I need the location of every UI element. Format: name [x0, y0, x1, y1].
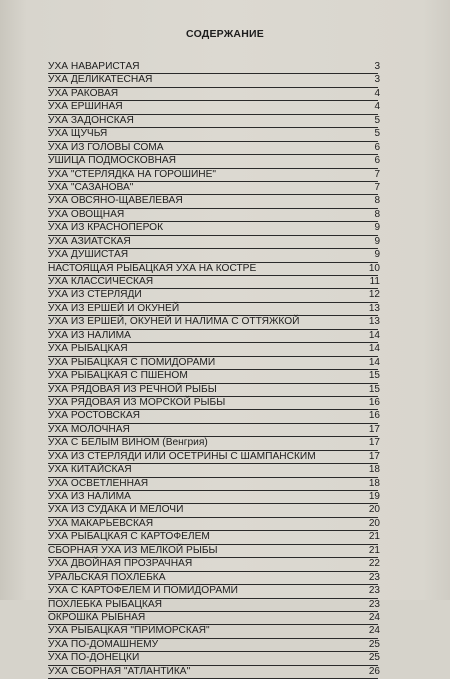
toc-entry-title: УХА ДВОЙНАЯ ПРОЗРАЧНАЯ: [48, 558, 193, 570]
toc-entry-page: 13: [368, 316, 380, 328]
toc-entry-page: 23: [368, 585, 380, 597]
toc-entry-page: 16: [368, 410, 380, 422]
toc-entry-page: 26: [368, 665, 380, 677]
toc-entry-page: 14: [368, 343, 380, 355]
toc-entry-page: 19: [368, 491, 380, 502]
toc-entry-page: 13: [368, 302, 380, 314]
toc-entry-title: УХА ИЗ СУДАКА И МЕЛОЧИ: [48, 504, 184, 516]
toc-entry-page: 7: [374, 181, 380, 193]
toc-entry-title: ОКРОШКА РЫБНАЯ: [48, 611, 146, 623]
toc-entry: [48, 451, 378, 464]
toc-entry-title: УХА РЫБАЦКАЯ С ПОМИДОРАМИ: [48, 356, 216, 368]
toc-entry: [48, 491, 378, 504]
toc-entry-page: 11: [369, 276, 380, 287]
toc-entry-title: УХА ОСВЕТЛЕННАЯ: [48, 477, 149, 489]
table-of-contents: [48, 61, 378, 679]
toc-entry-title: СБОРНАЯ УХА ИЗ МЕЛКОЙ РЫБЫ: [48, 544, 218, 556]
toc-entry-title: УХА ИЗ НАЛИМА: [48, 329, 131, 341]
toc-entry: [48, 249, 378, 262]
toc-entry-page: 17: [368, 450, 380, 462]
toc-entry: [48, 572, 378, 585]
toc-entry-title: УХА ИЗ НАЛИМА: [48, 491, 131, 502]
toc-entry-page: 16: [368, 396, 380, 408]
toc-entry-title: УХА РЫБАЦКАЯ С КАРТОФЕЛЕМ: [48, 531, 210, 543]
toc-entry-title: НАСТОЯЩАЯ РЫБАЦКАЯ УХА НА КОСТРЕ: [48, 262, 257, 274]
toc-entry: [48, 101, 378, 114]
toc-entry-page: 15: [368, 383, 380, 395]
toc-entry-title: УХА ИЗ СТЕРЛЯДИ ИЛИ ОСЕТРИНЫ С ШАМПАНСКИМ: [48, 450, 316, 462]
toc-entry: [48, 74, 378, 87]
toc-entry: [48, 115, 378, 128]
toc-entry-title: УХА ЕРШИНАЯ: [48, 101, 123, 113]
toc-entry: [48, 182, 378, 195]
toc-entry: [48, 424, 378, 437]
toc-entry: [48, 625, 378, 638]
toc-entry-page: 25: [368, 638, 380, 650]
toc-entry: [48, 142, 378, 155]
toc-entry-title: УХА ИЗ ЕРШЕЙ И ОКУНЕЙ: [48, 302, 180, 314]
toc-entry-page: 18: [368, 464, 380, 476]
toc-entry-title: УХА "САЗАНОВА": [48, 181, 134, 193]
toc-entry-title: УРАЛЬСКАЯ ПОХЛЕБКА: [48, 571, 166, 583]
toc-entry-title: УХА РЫБАЦКАЯ С ПШЕНОМ: [48, 370, 188, 382]
toc-entry: [48, 330, 378, 343]
toc-entry-page: 14: [368, 329, 380, 341]
toc-entry: [48, 410, 378, 423]
toc-entry-title: УХА РЫБАЦКАЯ: [48, 343, 128, 355]
toc-entry: [48, 236, 378, 249]
toc-entry-title: УХА ДУШИСТАЯ: [48, 249, 129, 261]
toc-entry: [48, 370, 378, 383]
toc-entry-title: УХА ЩУЧЬЯ: [48, 128, 108, 140]
toc-entry: [48, 437, 378, 450]
toc-entry: [48, 585, 378, 598]
toc-entry-title: УХА РАКОВАЯ: [48, 87, 119, 99]
toc-entry-page: 24: [368, 625, 380, 637]
toc-entry: [48, 545, 378, 558]
toc-entry: [48, 652, 378, 665]
toc-entry-title: УХА МАКАРЬЕВСКАЯ: [48, 517, 154, 529]
toc-entry-title: УХА С БЕЛЫМ ВИНОМ (Венгрия): [48, 437, 208, 449]
toc-entry-page: 17: [368, 437, 380, 449]
toc-entry-title: УХА КИТАЙСКАЯ: [48, 464, 132, 476]
toc-entry-page: 5: [374, 128, 380, 140]
toc-entry: [48, 599, 378, 612]
toc-entry-page: 4: [374, 87, 380, 99]
toc-entry: [48, 169, 378, 182]
toc-entry-page: 7: [374, 168, 380, 180]
toc-entry: [48, 558, 378, 571]
toc-entry-title: УХА С КАРТОФЕЛЕМ И ПОМИДОРАМИ: [48, 585, 238, 597]
toc-entry: [48, 464, 378, 477]
toc-entry-title: УХА ИЗ СТЕРЛЯДИ: [48, 289, 142, 301]
toc-entry-page: 10: [368, 262, 380, 274]
toc-entry: [48, 478, 378, 491]
toc-entry-page: 15: [368, 370, 380, 382]
toc-entry-page: 9: [374, 249, 380, 261]
toc-entry-page: 18: [368, 477, 380, 489]
toc-entry-title: УХА ОВОЩНАЯ: [48, 208, 125, 220]
toc-entry-title: УХА ИЗ ГОЛОВЫ СОМА: [48, 141, 164, 153]
toc-entry-page: 5: [374, 114, 380, 126]
toc-entry-title: УХА РОСТОВСКАЯ: [48, 410, 140, 422]
toc-entry-title: УХА ЗАДОНСКАЯ: [48, 114, 134, 126]
toc-entry-title: УХА СБОРНАЯ "АТЛАНТИКА": [48, 665, 191, 677]
toc-entry-title: УХА КЛАССИЧЕСКАЯ: [48, 276, 154, 287]
toc-entry-page: 6: [374, 141, 380, 153]
toc-entry: [48, 195, 378, 208]
toc-entry-page: 12: [368, 289, 380, 301]
toc-entry-page: 21: [368, 531, 380, 543]
toc-entry: [48, 209, 378, 222]
toc-entry-title: УХА РЯДОВАЯ ИЗ РЕЧНОЙ РЫБЫ: [48, 383, 217, 395]
toc-entry-title: УХА ДЕЛИКАТЕСНАЯ: [48, 74, 153, 86]
toc-entry: [48, 666, 378, 679]
toc-entry-title: УХА ИЗ ЕРШЕЙ, ОКУНЕЙ И НАЛИМА С ОТТЯЖКОЙ: [48, 316, 300, 328]
toc-entry-page: 9: [374, 222, 380, 234]
toc-entry: [48, 612, 378, 625]
toc-entry-page: 20: [368, 517, 380, 529]
toc-entry: [48, 531, 378, 544]
toc-entry: [48, 518, 378, 531]
toc-entry: [48, 384, 378, 397]
toc-entry-page: 14: [368, 356, 380, 368]
toc-entry-page: 4: [374, 101, 380, 113]
toc-entry-page: 23: [368, 571, 380, 583]
toc-entry-page: 9: [374, 235, 380, 247]
toc-entry-title: УХА ПО-ДОМАШНЕМУ: [48, 638, 159, 650]
toc-entry: [48, 639, 378, 652]
toc-entry: [48, 88, 378, 101]
toc-entry: [48, 128, 378, 141]
toc-entry: [48, 303, 378, 316]
toc-entry-page: 23: [368, 598, 380, 610]
toc-entry: [48, 397, 378, 410]
toc-entry: [48, 155, 378, 168]
toc-entry-title: УХА ОВСЯНО-ЩАВЕЛЕВАЯ: [48, 195, 183, 207]
toc-entry-title: УХА "СТЕРЛЯДКА НА ГОРОШИНЕ": [48, 168, 217, 180]
toc-entry: [48, 357, 378, 370]
toc-entry-page: 8: [374, 195, 380, 207]
toc-entry-page: 17: [368, 423, 380, 435]
toc-entry-title: УХА ПО-ДОНЕЦКИ: [48, 652, 140, 664]
toc-entry: [48, 222, 378, 235]
toc-entry-page: 24: [368, 611, 380, 623]
toc-entry-title: УХА РЯДОВАЯ ИЗ МОРСКОЙ РЫБЫ: [48, 396, 226, 408]
toc-entry-title: ПОХЛЕБКА РЫБАЦКАЯ: [48, 598, 163, 610]
toc-entry-title: УШИЦА ПОДМОСКОВНАЯ: [48, 155, 177, 167]
toc-entry-title: УХА МОЛОЧНАЯ: [48, 423, 130, 435]
toc-entry-page: 25: [368, 652, 380, 664]
toc-entry-page: 22: [368, 558, 380, 570]
toc-entry: [48, 316, 378, 329]
toc-entry-page: 20: [368, 504, 380, 516]
toc-entry: [48, 289, 378, 302]
toc-entry-page: 21: [368, 544, 380, 556]
toc-entry: [48, 343, 378, 356]
toc-entry: [48, 504, 378, 517]
toc-entry-title: УХА РЫБАЦКАЯ "ПРИМОРСКАЯ": [48, 625, 210, 637]
page-title: СОДЕРЖАНИЕ: [186, 28, 264, 40]
toc-entry-page: 8: [374, 208, 380, 220]
toc-entry-title: УХА АЗИАТСКАЯ: [48, 235, 131, 247]
toc-entry: [48, 61, 378, 74]
toc-entry: [48, 276, 378, 289]
toc-entry-title: УХА ИЗ КРАСНОПЕРОК: [48, 222, 164, 234]
toc-entry-page: 3: [374, 61, 380, 72]
toc-entry-page: 6: [374, 155, 380, 167]
toc-entry: [48, 263, 378, 276]
toc-entry-title: УХА НАВАРИСТАЯ: [48, 61, 140, 72]
toc-entry-page: 3: [374, 74, 380, 86]
